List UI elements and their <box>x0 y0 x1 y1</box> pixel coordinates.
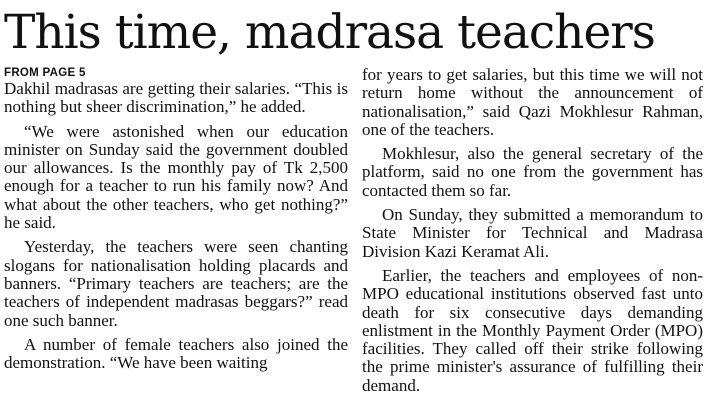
continued-from-label: FROM PAGE 5 <box>4 67 86 79</box>
article-paragraph: On Sunday, they submitted a memorandum to State Minister for Technical and Madrasa Division Kazi Keramat Ali. <box>362 205 703 261</box>
article-column-left <box>4 66 348 378</box>
article-paragraph: Earlier, the teachers and employees of non-MPO educational institutions observed fast unto death for six consecutive days demanding enlistment in the Monthly Payment Order (MPO) facilities. They called off their strike following the prime minister's assurance of fulfilling their demand. <box>362 265 703 395</box>
article-paragraph: “We were astonished when our education minister on Sunday said the government doubled our allowances. Is the monthly pay of Tk 2,500 enough for a teacher to run his family now? And what about the other teachers, who get nothing?” he said. <box>4 121 348 233</box>
article-paragraph: A number of female teachers also joined the demonstration. “We have been waiting <box>4 334 348 373</box>
article-paragraph: for years to get salaries, but this time we will not return home without the announcement of nationalisation,” said Qazi Mokhlesur Rahman, one of the teachers. <box>362 65 703 139</box>
headline: This time, madrasa teachers <box>4 5 655 60</box>
article-paragraph: Mokhlesur, also the general secretary of the platform, said no one from the government has contacted them so far. <box>362 144 703 200</box>
article-column-right <box>362 66 703 401</box>
article-paragraph: Yesterday, the teachers were seen chanting slogans for nationalisation holding placards and banners. “Primary teachers are teachers; are the teachers of independent madrasas beggars?” read one such banner. <box>4 237 348 330</box>
article-paragraph: Dakhil madrasas are getting their salaries. “This is nothing but sheer discrimination,” he added. <box>4 79 348 117</box>
